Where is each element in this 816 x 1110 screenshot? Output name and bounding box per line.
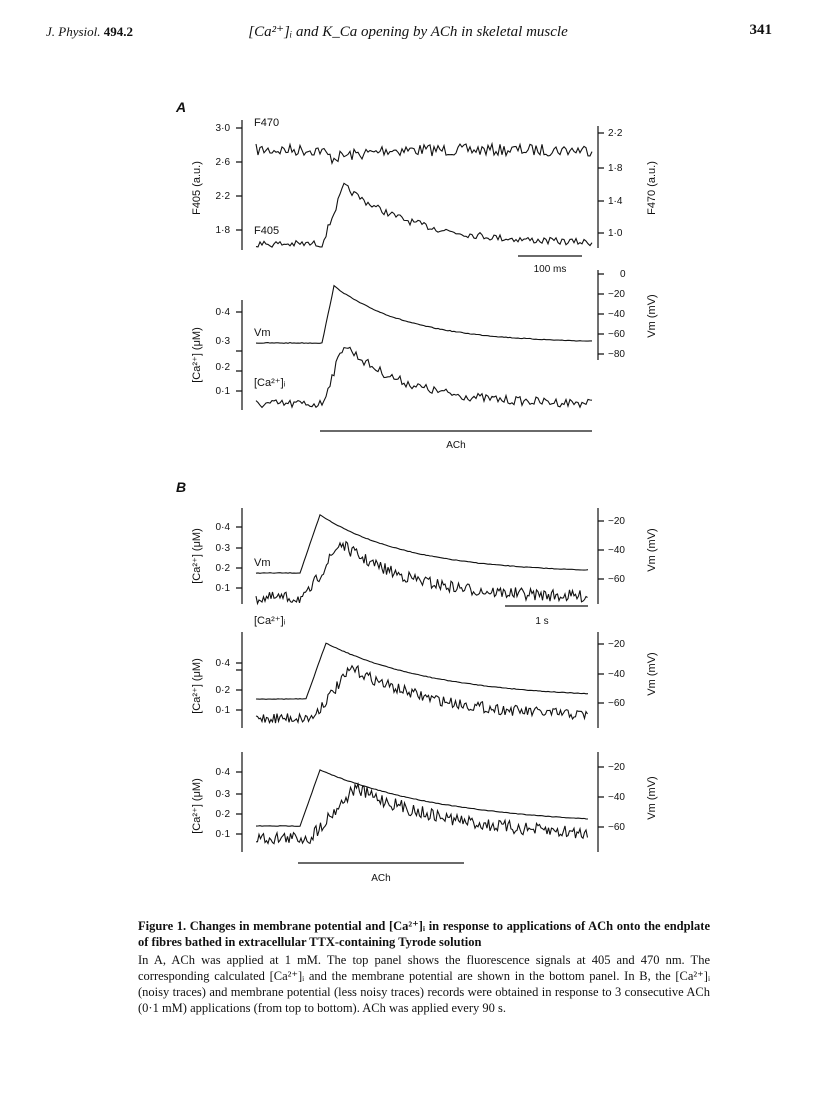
a-bottom-right-axis: [598, 270, 604, 360]
a-ach-label: ACh: [446, 440, 466, 451]
tick-label: 0·1: [215, 705, 230, 716]
tick-label: −60: [608, 574, 625, 585]
tick-label: 1·8: [215, 225, 230, 236]
page-number: 341: [749, 22, 772, 38]
trace-vm: [256, 643, 588, 699]
tick-label: 0·2: [215, 685, 230, 696]
tick-label: 0·2: [215, 809, 230, 820]
trace-vm: [256, 286, 592, 344]
tick-label: −20: [608, 639, 625, 650]
panel-a-label: A: [176, 99, 187, 115]
tick-label: 0: [620, 269, 626, 280]
trace-ca: [256, 542, 588, 604]
tick-label: 3·0: [215, 123, 230, 134]
tick-label: 0·1: [215, 583, 230, 594]
b-record-2: [191, 632, 658, 728]
trace-vm: [256, 770, 588, 826]
trace-ca: [256, 784, 588, 844]
running-title: [Ca²⁺]ᵢ and K_Ca opening by ACh in skeletal muscle: [248, 24, 568, 40]
b3-left-axis-label: [Ca²⁺] (μM): [191, 778, 203, 834]
tick-label: 2·2: [215, 191, 230, 202]
b2-right-axis: [598, 632, 604, 728]
b-record-1: [191, 508, 658, 627]
caption-body: In A, ACh was applied at 1 mM. The top panel shows the fluorescence signals at 405 and 470 nm. The corresponding calculated [Ca²⁺]ᵢ and the membrane potential are shown in the bottom panel. In B, the [Ca²⁺]ᵢ (noisy traces) and membrane potential (less noisy traces) records were obtained in response to 3 consecutive ACh (0·1 mM) applications (from top to bottom). ACh was applied every 90 s.: [138, 953, 710, 1015]
a-top-left-axis: [236, 120, 242, 250]
b3-right-axis: [598, 752, 604, 852]
tick-label: 0·2: [215, 362, 230, 373]
tick-label: 0·4: [215, 307, 230, 318]
a-bottom-left-axis: [236, 300, 242, 410]
tick-label: 0·1: [215, 386, 230, 397]
a-top-right-ticks: [608, 128, 623, 239]
trace-ca: [256, 666, 588, 723]
b1-right-axis: [598, 508, 604, 604]
trace-label-vm: Vm: [254, 557, 271, 569]
a-top-right-axis-label: F470 (a.u.): [646, 161, 658, 215]
a-bottom-left-axis-label: [Ca²⁺] (μM): [191, 327, 203, 383]
a-scale-bar-label: 100 ms: [533, 264, 567, 275]
tick-label: 0·4: [215, 522, 230, 533]
b2-left-axis: [236, 632, 242, 728]
tick-label: 1·4: [608, 196, 623, 207]
trace-f470: [256, 144, 592, 163]
tick-label: 2·6: [215, 157, 230, 168]
trace-f405: [256, 183, 592, 247]
tick-label: −60: [608, 698, 625, 709]
b-record-3: [191, 752, 658, 884]
b2-right-axis-label: Vm (mV): [646, 652, 658, 696]
tick-label: 0·3: [215, 789, 230, 800]
tick-label: 0·3: [215, 336, 230, 347]
panel-b-label: B: [176, 479, 187, 495]
tick-label: 2·2: [608, 128, 623, 139]
tick-label: 1·0: [608, 228, 623, 239]
trace-label-f405: F405: [254, 225, 280, 237]
tick-label: −60: [608, 329, 625, 340]
tick-label: −80: [608, 349, 625, 360]
b1-right-axis-label: Vm (mV): [646, 528, 658, 572]
b3-right-axis-label: Vm (mV): [646, 776, 658, 820]
tick-label: −40: [608, 669, 625, 680]
tick-label: −40: [608, 792, 625, 803]
trace-vm: [256, 515, 588, 574]
tick-label: −40: [608, 309, 625, 320]
tick-label: −20: [608, 289, 625, 300]
a-top-left-axis-label: F405 (a.u.): [191, 161, 203, 215]
tick-label: 0·4: [215, 658, 230, 669]
figure-caption: [138, 918, 710, 1016]
tick-label: 1·8: [608, 163, 623, 174]
tick-label: −20: [608, 762, 625, 773]
a-bottom-right-ticks: [608, 269, 626, 360]
a-top-right-axis: [598, 126, 604, 248]
tick-label: −20: [608, 516, 625, 527]
tick-label: 0·2: [215, 563, 230, 574]
trace-ca: [256, 347, 592, 407]
tick-label: 0·4: [215, 767, 230, 778]
b1-left-axis: [236, 508, 242, 604]
trace-label-f470: F470: [254, 117, 280, 129]
b-scale-bar-label: 1 s: [535, 616, 549, 627]
b-ach-label: ACh: [371, 873, 391, 884]
trace-label-ca: [Ca²⁺]ᵢ: [254, 615, 286, 627]
b3-left-axis: [236, 752, 242, 852]
tick-label: −40: [608, 545, 625, 556]
journal-name: J. Physiol. 494.2: [46, 24, 134, 39]
b2-left-axis-label: [Ca²⁺] (μM): [191, 658, 203, 714]
tick-label: 0·1: [215, 829, 230, 840]
tick-label: −60: [608, 822, 625, 833]
a-top-left-ticks: [216, 123, 231, 236]
trace-label-vm: Vm: [254, 327, 271, 339]
trace-label-ca: [Ca²⁺]ᵢ: [254, 377, 286, 389]
caption-title: Figure 1. Changes in membrane potential and [Ca²⁺]ᵢ in response to applications of ACh onto the endplate of fibres bathed in extracellular TTX-containing Tyrode solution: [138, 919, 710, 949]
a-bottom-left-ticks: [216, 307, 231, 397]
a-bottom-right-axis-label: Vm (mV): [646, 294, 658, 338]
tick-label: 0·3: [215, 543, 230, 554]
b1-left-axis-label: [Ca²⁺] (μM): [191, 528, 203, 584]
